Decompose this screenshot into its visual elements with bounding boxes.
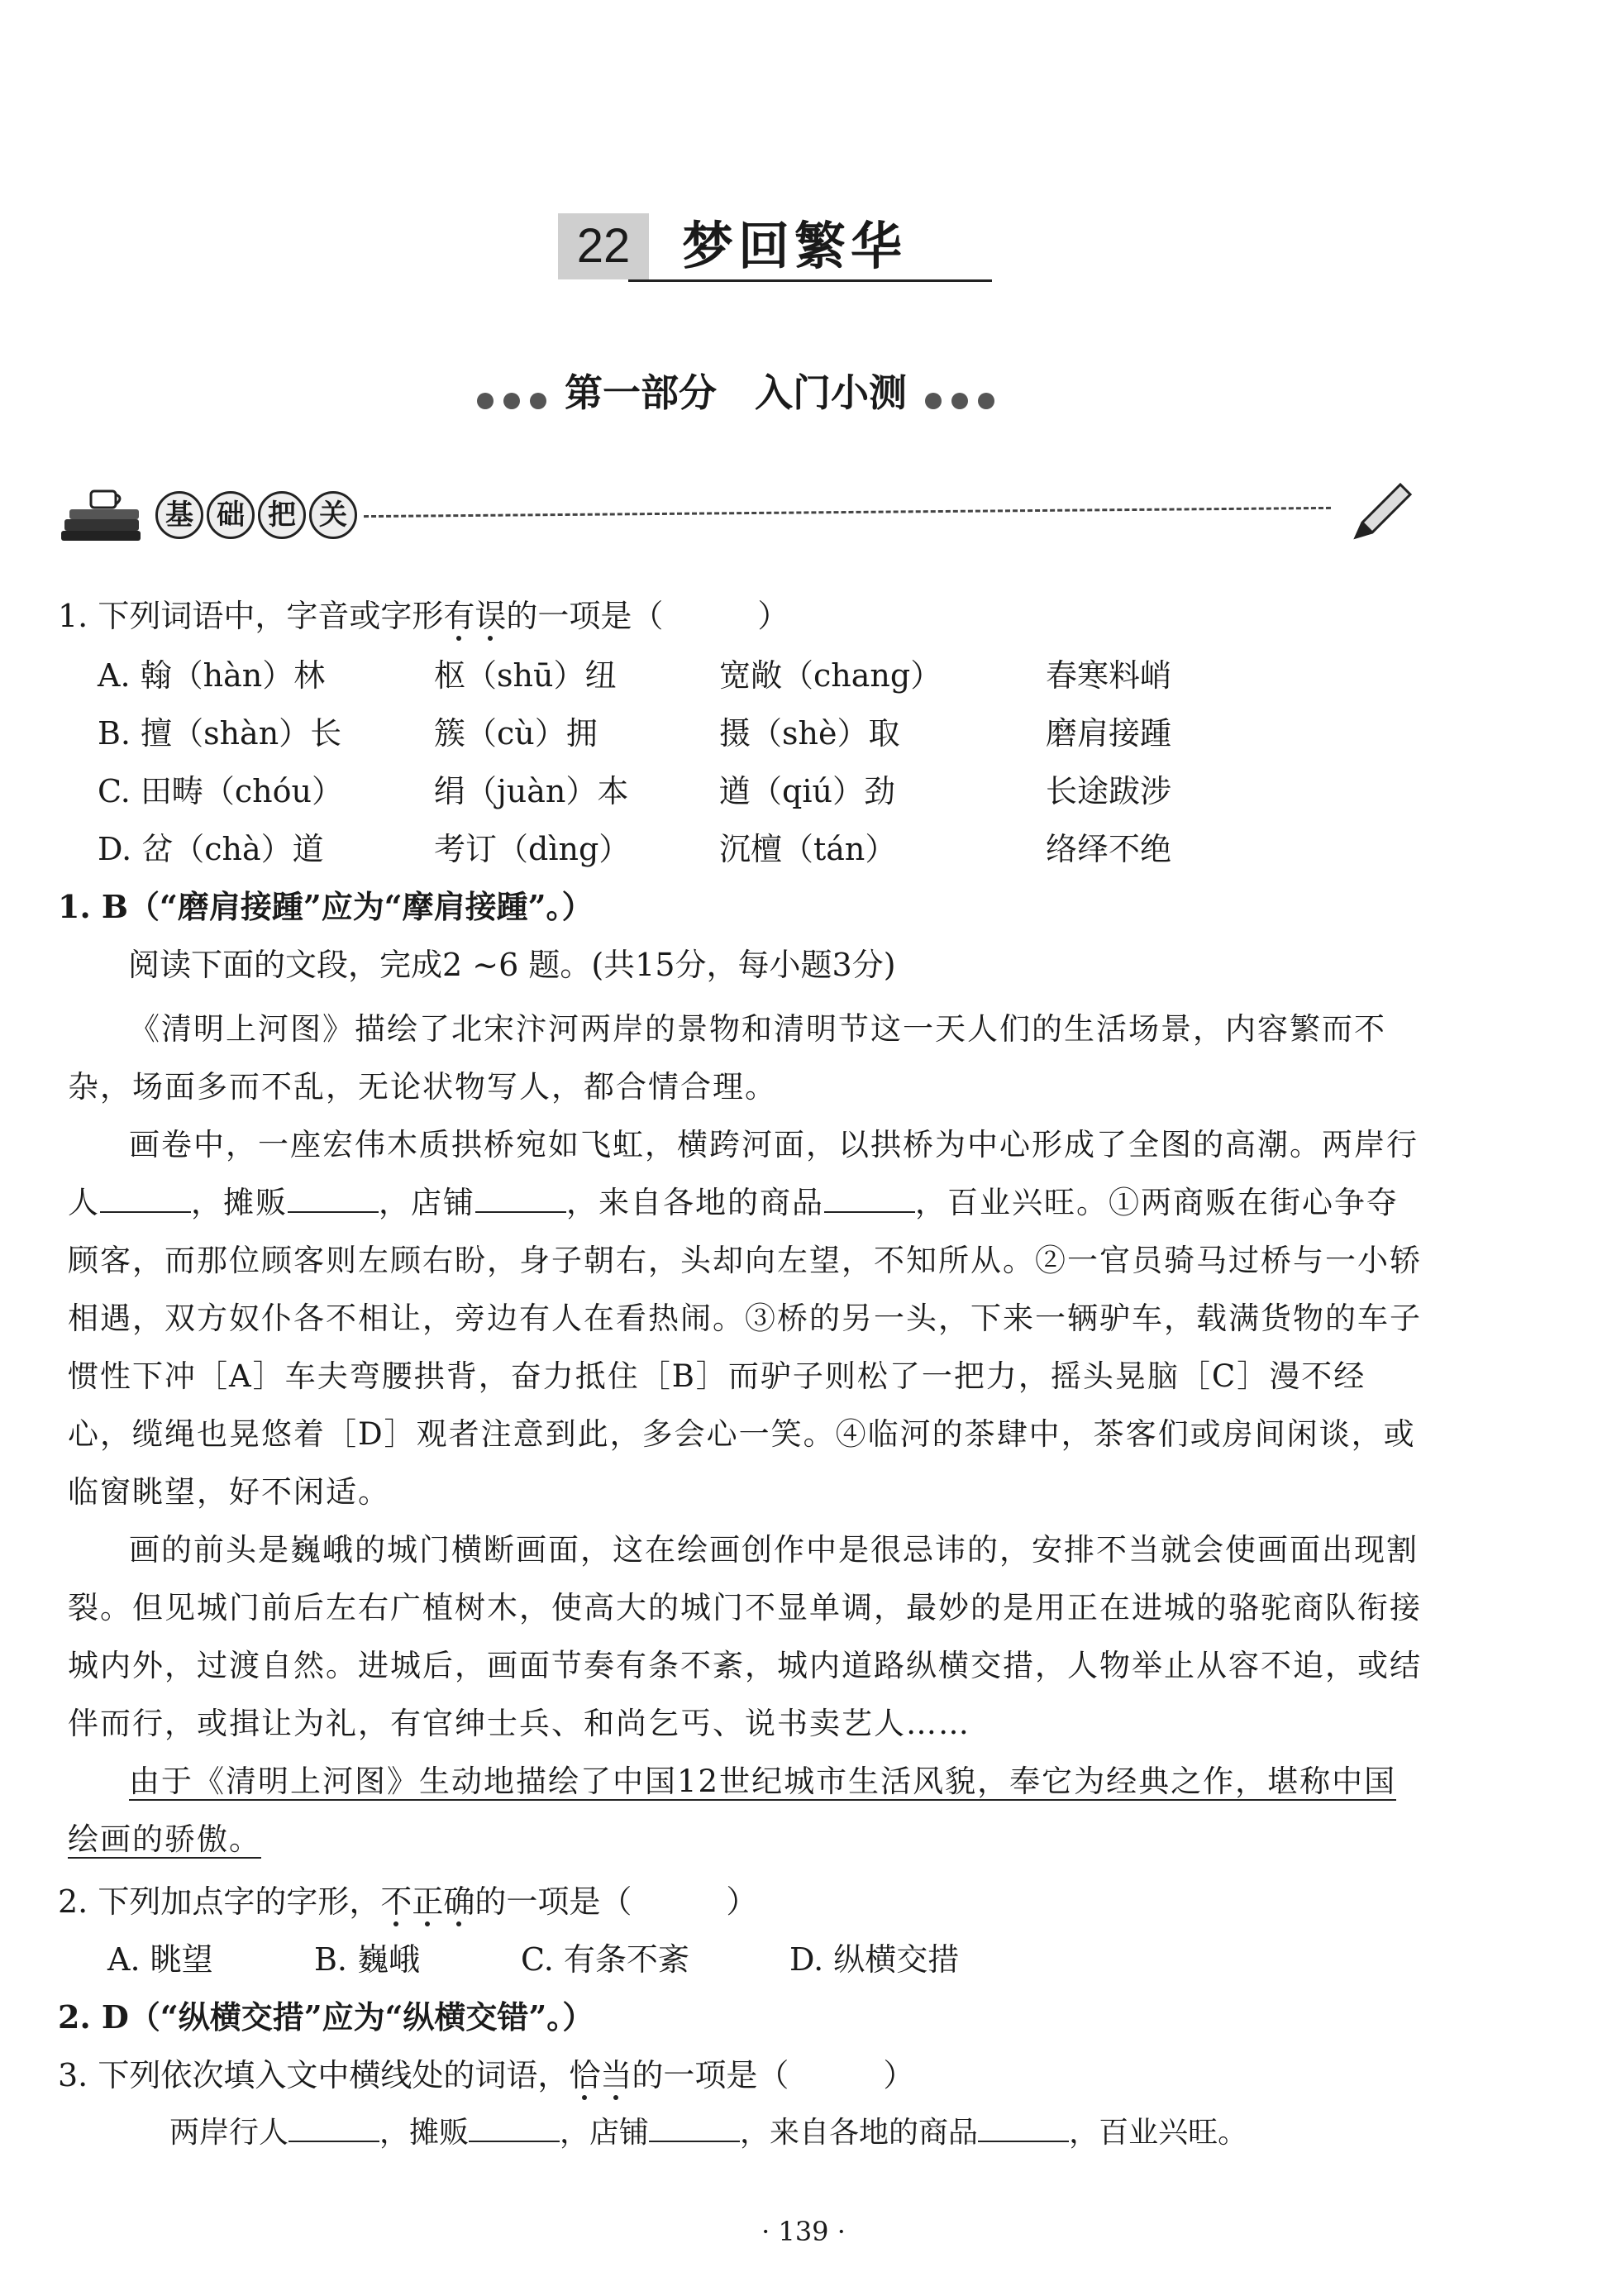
books-teacup-icon <box>58 480 149 546</box>
q2-answer: 2. D（“纵横交措”应为“纵横交错”。） <box>58 1998 594 2036</box>
basics-char: 关 <box>309 491 357 539</box>
basics-char: 础 <box>207 491 255 539</box>
basics-char: 基 <box>155 491 203 539</box>
q3-stem: 3. 下列依次填入文中横线处的词语，恰当的一项是（ ） <box>58 2057 915 2093</box>
section-title: 第一部分 入门小测 <box>565 370 907 415</box>
option-c-2: 绢（juàn）本 <box>434 773 629 809</box>
page-number: · 139 · <box>761 2216 846 2247</box>
q1-answer: 1. B（“磨肩接踵”应为“摩肩接踵”。） <box>58 888 594 925</box>
option-c-1: C. 田畴（chóu） <box>98 773 343 809</box>
q3-blank-4 <box>978 2116 1069 2142</box>
lesson-title <box>546 207 1075 298</box>
option-d-2: 考订（dìng） <box>434 831 631 867</box>
q2-option-b: B. 巍峨 <box>314 1941 421 1978</box>
section-header <box>438 364 1033 422</box>
q1-stem: 1. 下列词语中，字音或字形有误的一项是（ ） <box>58 598 789 634</box>
blank-4 <box>824 1186 915 1213</box>
option-c-4: 长途跋涉 <box>1046 773 1172 809</box>
passage-p4: 由于《清明上河图》生动地描绘了中国12世纪城市生活风貌，奉它为经典之作，堪称中国绘画的骄傲。 <box>68 1764 1397 1857</box>
q2-option-c: C. 有条不紊 <box>521 1941 689 1978</box>
blank-1 <box>100 1186 191 1213</box>
q1-emphasis: 有误 <box>443 598 507 634</box>
q3-blank-2 <box>469 2116 560 2142</box>
title-underline <box>628 279 992 282</box>
option-d-4: 络绎不绝 <box>1046 831 1172 867</box>
passage-p1: 《清明上河图》描绘了北宋汴河两岸的景物和清明节这一天人们的生活场景，内容繁而不杂，场面多而不乱，无论状物写人，都合情合理。 <box>68 1011 1386 1105</box>
option-a-1: A. 翰（hàn）林 <box>98 657 326 694</box>
q3-blank-1 <box>288 2116 379 2142</box>
pencil-icon <box>1347 480 1414 546</box>
basics-banner <box>58 471 1414 554</box>
option-d-3: 沉檀（tán） <box>719 831 897 867</box>
option-b-1: B. 擅（shàn）长 <box>98 715 342 752</box>
option-b-3: 摄（shè）取 <box>719 715 900 752</box>
reading-intro: 阅读下面的文段，完成2 ~6 题。(共15分，每小题3分) <box>128 947 896 983</box>
q3-sentence: 两岸行人 ，摊贩 ，店铺 ，来自各地的商品 ，百业兴旺。 <box>169 2116 1248 2150</box>
blank-3 <box>475 1186 566 1213</box>
passage-p2: 画卷中，一座宏伟木质拱桥宛如飞虹，横跨河面，以拱桥为中心形成了全图的高潮。两岸行人 ，摊贩 ，店铺 ，来自各地的商品 ，百业兴旺。①两商贩在街心争夺顾客，而那位顾客则左顾右盼，身子朝右，头却向左望，不知所从。②一官员骑马过桥与一小轿相遇，双方奴仆各不相让，旁边有人在看热闹。③桥的另一头，下来一辆驴车，载满货物的车子惯性下冲［A］车夫弯腰拱背，奋力抵住［B］而驴子则松了一把力，摇头晃脑［C］漫不经心，缆绳也晃悠着［D］观者注意到此，多会心一笑。④临河的茶肆中，茶客们或房间闲谈，或临窗眺望，好不闲适。 <box>68 1127 1422 1510</box>
option-a-3: 宽敞（chang） <box>719 657 942 694</box>
lesson-number: 22 <box>558 213 649 279</box>
q3-blank-3 <box>649 2116 740 2142</box>
dots-right-icon <box>920 367 999 425</box>
option-a-4: 春寒料峭 <box>1046 657 1172 694</box>
q2-emphasis: 不正确 <box>380 1883 475 1920</box>
option-b-4: 磨肩接踵 <box>1046 715 1172 752</box>
option-b-2: 簇（cù）拥 <box>434 715 598 752</box>
dots-left-icon <box>472 367 551 425</box>
dashed-line <box>364 507 1331 518</box>
lesson-name: 梦回繁华 <box>682 216 908 276</box>
q2-stem: 2. 下列加点字的字形，不正确的一项是（ ） <box>58 1883 758 1920</box>
option-c-3: 遒（qiú）劲 <box>719 773 895 809</box>
option-a-2: 枢（shū）纽 <box>434 657 617 694</box>
basics-char: 把 <box>258 491 306 539</box>
q2-option-a: A. 眺望 <box>107 1941 213 1978</box>
q2-option-d: D. 纵横交措 <box>789 1941 960 1978</box>
q3-emphasis: 恰当 <box>569 2057 632 2093</box>
passage-p3: 画的前头是巍峨的城门横断画面，这在绘画创作中是很忌讳的，安排不当就会使画面出现割裂。但见城门前后左右广植树木，使高大的城门不显单调，最妙的是用正在进城的骆驼商队衔接城内外，过渡自然。进城后，画面节奏有条不紊，城内道路纵横交措，人物举止从容不迫，或结伴而行，或揖让为礼，有官绅士兵、和尚乞丐、说书卖艺人…… <box>68 1532 1422 1741</box>
blank-2 <box>288 1186 379 1213</box>
option-d-1: D. 岔（chà）道 <box>98 831 324 867</box>
